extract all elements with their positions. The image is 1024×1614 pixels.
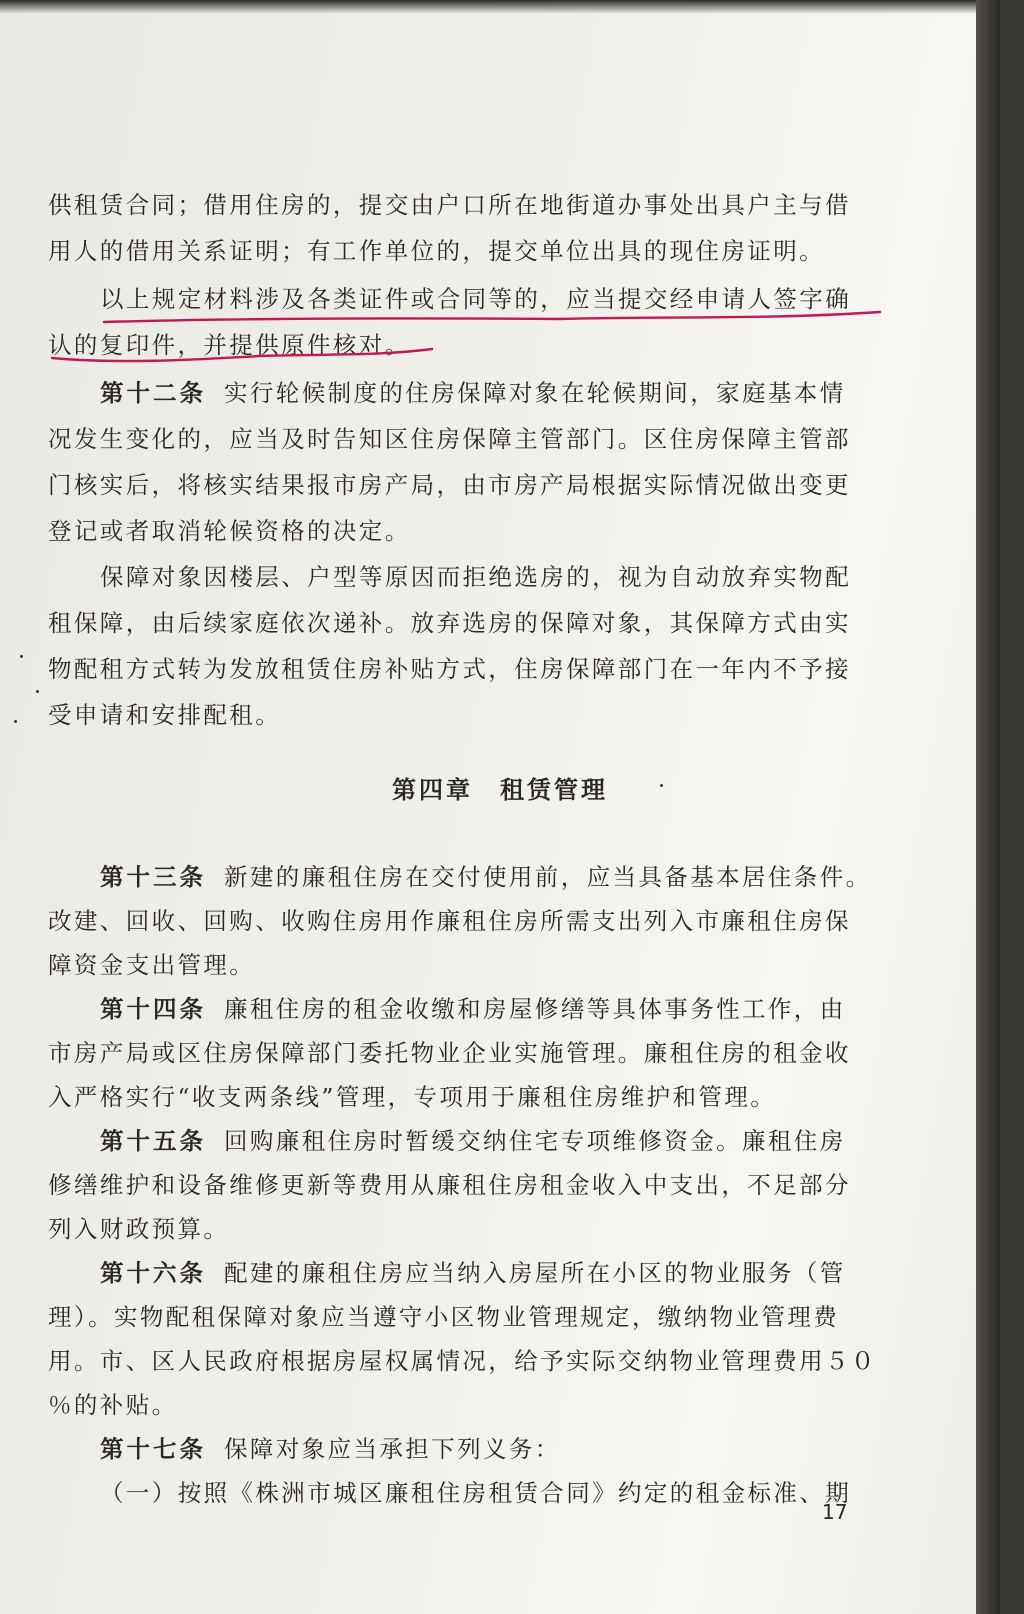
article-15 — [100, 1124, 888, 1158]
speck — [36, 690, 39, 693]
text-line-underlined: 以上规定材料涉及各类证件或合同等的，应当提交经申请人签字确 — [100, 285, 852, 313]
text-line: 门核实后，将核实结果报市房产局，由市房产局根据实际情况做出变更 — [48, 471, 851, 499]
text-line: （一）按照《株洲市城区廉租住房租赁合同》约定的租金标准、期 — [100, 1479, 852, 1507]
text-line: 租保障，由后续家庭依次递补。放弃选房的保障对象，其保障方式由实 — [48, 609, 851, 637]
article-heading: 第十二条 — [100, 379, 206, 407]
article-text: 回购廉租住房时暂缓交纳住宅专项维修资金。廉租住房 — [224, 1127, 846, 1155]
article-17 — [100, 1432, 888, 1466]
article-heading: 第十四条 — [100, 995, 206, 1023]
text-line: 市房产局或区住房保障部门委托物业企业实施管理。廉租住房的租金收 — [48, 1039, 851, 1067]
article-heading: 第十七条 — [100, 1435, 206, 1463]
chapter-title: 第四章 租赁管理 — [392, 776, 608, 804]
text-line: 列入财政预算。 — [48, 1215, 230, 1243]
text-line: 保障对象因楼层、户型等原因而拒绝选房的，视为自动放弃实物配 — [100, 563, 852, 591]
text-line: 用。市、区人民政府根据房屋权属情况，给予实际交纳物业管理费用５０ — [48, 1347, 877, 1375]
text-line: 理）。实物配租保障对象应当遵守小区物业管理规定，缴纳物业管理费 — [48, 1303, 840, 1331]
text-line: 修缮维护和设备维修更新等费用从廉租住房租金收入中支出，不足部分 — [48, 1171, 851, 1199]
text-line: 改建、回收、回购、收购住房用作廉租住房所需支出列入市廉租住房保 — [48, 907, 851, 935]
text-line: 登记或者取消轮候资格的决定。 — [48, 517, 411, 545]
article-heading: 第十六条 — [100, 1259, 206, 1287]
article-text: 实行轮候制度的住房保障对象在轮候期间，家庭基本情 — [224, 379, 846, 407]
text-line: 受申请和安排配租。 — [48, 701, 282, 729]
text-line-underlined: 认的复印件，并提供原件核对。 — [48, 331, 411, 359]
article-heading: 第十五条 — [100, 1127, 206, 1155]
text-line: 入严格实行“收支两条线”管理，专项用于廉租住房维护和管理。 — [48, 1083, 777, 1111]
text-line: 物配租方式转为发放租赁住房补贴方式，住房保障部门在一年内不予接 — [48, 655, 851, 683]
article-text: 保障对象应当承担下列义务： — [224, 1435, 561, 1463]
article-text: 廉租住房的租金收缴和房屋修缮等具体事务性工作，由 — [224, 995, 846, 1023]
page-edge-shadow — [976, 0, 1000, 1614]
article-heading: 第十三条 — [100, 863, 206, 891]
article-14 — [100, 992, 888, 1026]
article-12 — [100, 376, 888, 410]
text-line: 供租赁合同；借用住房的，提交由户口所在地街道办事处出具户主与借 — [48, 191, 851, 219]
article-text: 新建的廉租住房在交付使用前，应当具备基本居住条件。 — [224, 863, 872, 891]
article-13 — [100, 860, 888, 894]
speck — [660, 784, 663, 787]
article-text: 配建的廉租住房应当纳入房屋所在小区的物业服务（管 — [224, 1259, 846, 1287]
speck — [14, 720, 17, 723]
text-line: ％的补贴。 — [48, 1391, 178, 1419]
text-line: 障资金支出管理。 — [48, 951, 256, 979]
text-line: 用人的借用关系证明；有工作单位的，提交单位出具的现住房证明。 — [48, 237, 825, 265]
page-number: 17 — [822, 1500, 848, 1524]
text-line: 况发生变化的，应当及时告知区住房保障主管部门。区住房保障主管部 — [48, 425, 851, 453]
speck — [20, 655, 23, 658]
article-16 — [100, 1256, 888, 1290]
